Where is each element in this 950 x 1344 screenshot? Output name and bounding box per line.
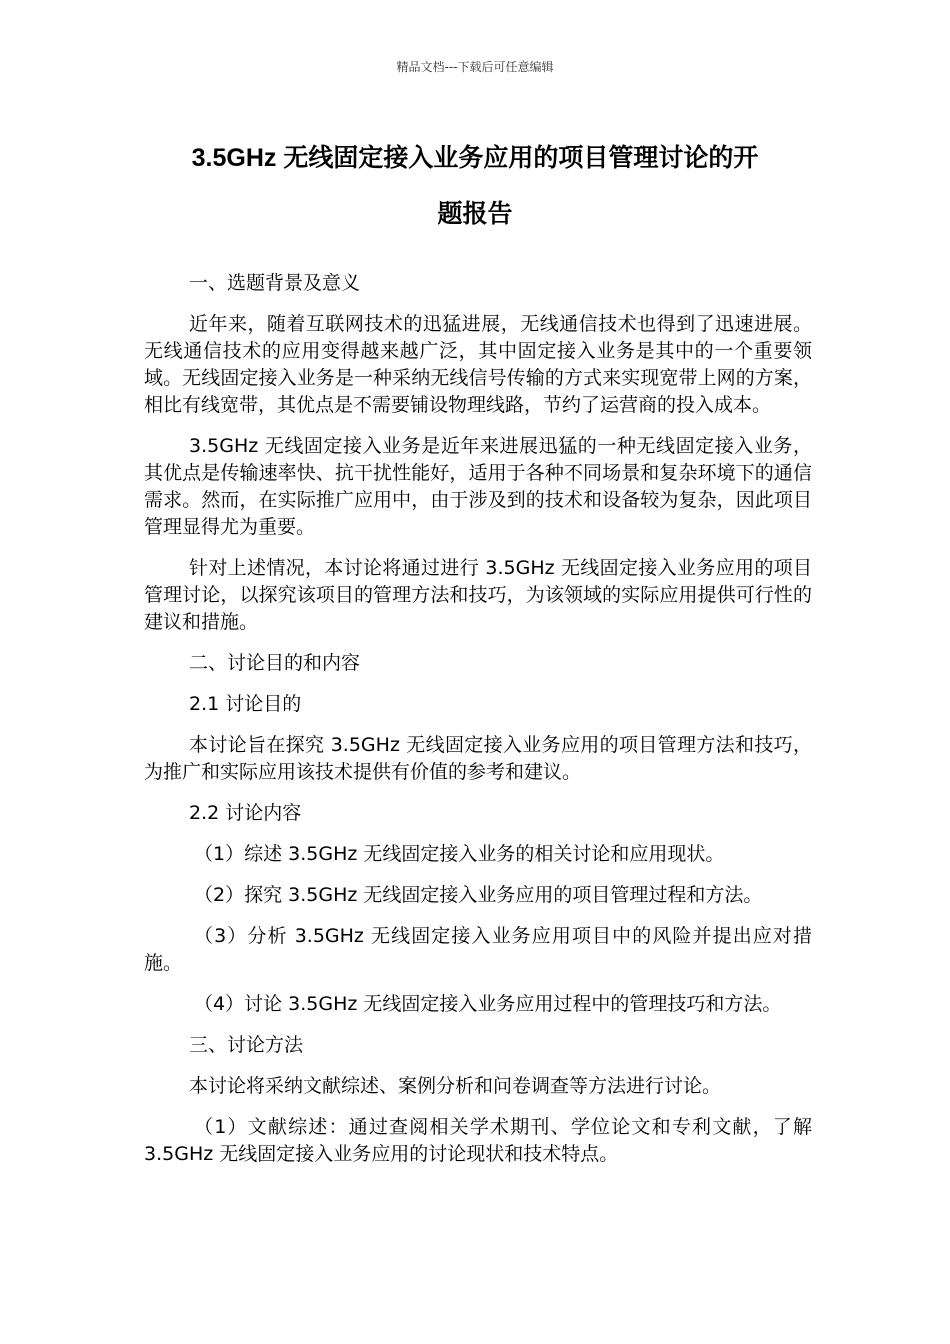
section-1-heading: 一、选题背景及意义 <box>189 272 361 294</box>
content-item-2: （2）探究 3.5GHz 无线固定接入业务应用的项目管理过程和方法。 <box>194 884 763 906</box>
content-item-4: （4）讨论 3.5GHz 无线固定接入业务应用过程中的管理技巧和方法。 <box>194 993 782 1015</box>
section-2-1-heading: 2.1 讨论目的 <box>189 693 302 715</box>
section-1-paragraph-1: 近年来，随着互联网技术的迅猛进展，无线通信技术也得到了迅速进展。无线通信技术的应用变得越来越广泛，其中固定接入业务是其中的一个重要领域。无线固定接入业务是一种采纳无线信号传输的方式来实现宽带上网的方案，相比有线宽带，其优点是不需要铺设物理线路，节约了运营商的投入成本。 <box>144 313 812 416</box>
section-2-1-text: 本讨论旨在探究 3.5GHz 无线固定接入业务应用的项目管理方法和技巧，为推广和实际应用该技术提供有价值的参考和建议。 <box>144 734 812 783</box>
title-line-2: 题报告 <box>437 200 513 228</box>
section-2-2-heading: 2.2 讨论内容 <box>189 802 302 824</box>
section-3-intro: 本讨论将采纳文献综述、案例分析和问卷调查等方法进行讨论。 <box>189 1075 722 1097</box>
content-item-3: （3）分析 3.5GHz 无线固定接入业务应用项目中的风险并提出应对措施。 <box>144 925 812 974</box>
content-item-1: （1）综述 3.5GHz 无线固定接入业务的相关讨论和应用现状。 <box>194 843 725 865</box>
title-line-1: 3.5GHz 无线固定接入业务应用的项目管理讨论的开 <box>191 144 759 172</box>
section-1-paragraph-3: 针对上述情况，本讨论将通过进行 3.5GHz 无线固定接入业务应用的项目管理讨论，以探究该项目的管理方法和技巧，为该领域的实际应用提供可行性的建议和措施。 <box>144 557 812 633</box>
section-1-paragraph-2: 3.5GHz 无线固定接入业务是近年来进展迅猛的一种无线固定接入业务，其优点是传输速率快、抗干扰性能好，适用于各种不同场景和复杂环境下的通信需求。然而，在实际推广应用中，由于涉及到的技术和设备较为复杂，因此项目管理显得尤为重要。 <box>144 435 812 538</box>
section-3-heading: 三、讨论方法 <box>189 1034 304 1056</box>
method-item-1: （1）文献综述：通过查阅相关学术期刊、学位论文和专利文献，了解 3.5GHz 无线固定接入业务应用的讨论现状和技术特点。 <box>144 1116 812 1165</box>
header-note: 精品文档---下载后可任意编辑 <box>396 60 554 74</box>
section-2-heading: 二、讨论目的和内容 <box>189 652 361 674</box>
document-title <box>140 130 810 242</box>
document-body <box>144 270 812 1182</box>
